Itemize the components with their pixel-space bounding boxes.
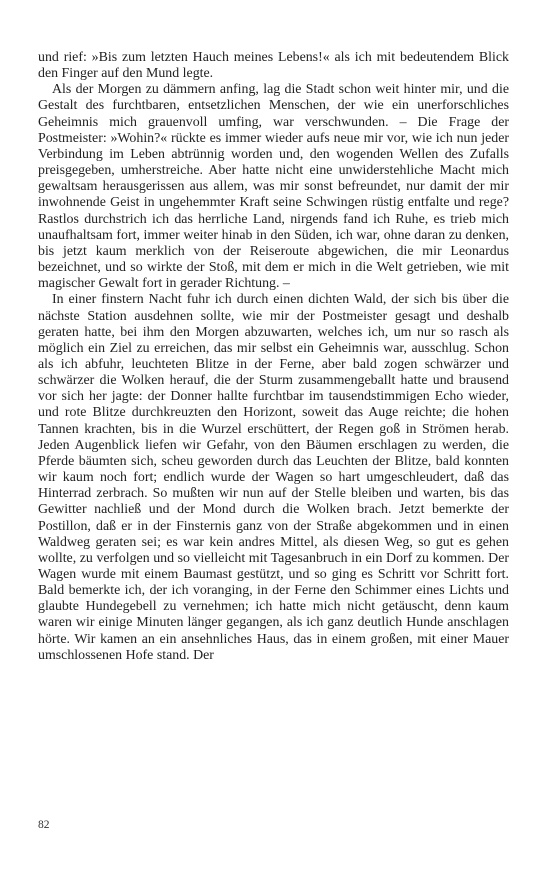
- paragraph-2: Als der Morgen zu dämmern anfing, lag die Stadt schon weit hinter mir, und die Gestalt des furchtbaren, entsetzlichen Menschen, der wie ein unerforschliches Geheimnis mich grauenvoll umfing, war verschwunden. – Die Frage der Postmeister: »Wohin?« rückte es immer wieder aufs neue mir vor, wie ich nun jeder Verbindung im Leben abtrünnig worden und, den wogenden Wellen des Zufalls preisgegeben, umherstreiche. Aber hatte nicht eine unwiderstehliche Macht mich gewaltsam herausgerissen aus allem, was mir sonst befreundet, nur damit der mir inwohnende Geist in ungehemmter Kraft seine Schwingen rüstig entfalte und rege? Rastlos durchstrich ich das herrliche Land, nirgends fand ich Ruhe, es trieb mich unaufhaltsam fort, immer weiter hinab in den Süden, ich war, ohne daran zu denken, bis jetzt kaum merklich von der Reiseroute abgewichen, die mir Leonardus bezeichnet, und so wirkte der Stoß, mit dem er mich in die Welt getrieben, wie mit magischer Gewalt fort in gerader Richtung. –: [38, 82, 509, 292]
- paragraph-1: und rief: »Bis zum letzten Hauch meines Lebens!« als ich mit bedeutendem Blick den Finger auf den Mund legte.: [38, 50, 509, 82]
- page-number: 82: [38, 819, 50, 831]
- book-page-text: [38, 50, 509, 664]
- paragraph-3: In einer finstern Nacht fuhr ich durch einen dichten Wald, der sich bis über die nächste Station ausdehnen sollte, wie mir der Postmeister gesagt und deshalb geraten hatte, bei ihm den Morgen abzuwarten, welches ich, um nur so rasch als möglich ein Ziel zu erreichen, das mir selbst ein Geheimnis war, ausschlug. Schon als ich abfuhr, leuchteten Blitze in der Ferne, aber bald zogen schwärzer und schwärzer die Wolken herauf, die der Sturm zusammengeballt hatte und brausend vor sich her jagte: der Donner hallte furchtbar im tausendstimmigen Echo wieder, und rote Blitze durchkreuzten den Horizont, soweit das Auge reichte; die hohen Tannen krachten, bis in die Wurzel erschüttert, der Regen goß in Strömen herab. Jeden Augenblick liefen wir Gefahr, von den Bäumen erschlagen zu werden, die Pferde bäumten sich, scheu geworden durch das Leuchten der Blitze, bald konnten wir kaum noch fort; endlich wurde der Wagen so hart umgeschleudert, daß das Hinterrad zerbrach. So mußten wir nun auf der Stelle bleiben und warten, bis das Gewitter nachließ und der Mond durch die Wolken brach. Jetzt bemerkte der Postillon, daß er in der Finsternis ganz von der Straße abgekommen und in einen Waldweg geraten sei; es war kein andres Mittel, als diesen Weg, so gut es gehen wollte, zu verfolgen und so vielleicht mit Tagesanbruch in ein Dorf zu kommen. Der Wagen wurde mit einem Baumast gestützt, und so ging es Schritt vor Schritt fort. Bald bemerkte ich, der ich voranging, in der Ferne den Schimmer eines Lichts und glaubte Hundegebell zu vernehmen; ich hatte mich nicht getäuscht, denn kaum waren wir einige Minuten länger gegangen, als ich ganz deutlich Hunde anschlagen hörte. Wir kamen an ein ansehnliches Haus, das in einem großen, mit einer Mauer umschlossenen Hofe stand. Der: [38, 292, 509, 663]
